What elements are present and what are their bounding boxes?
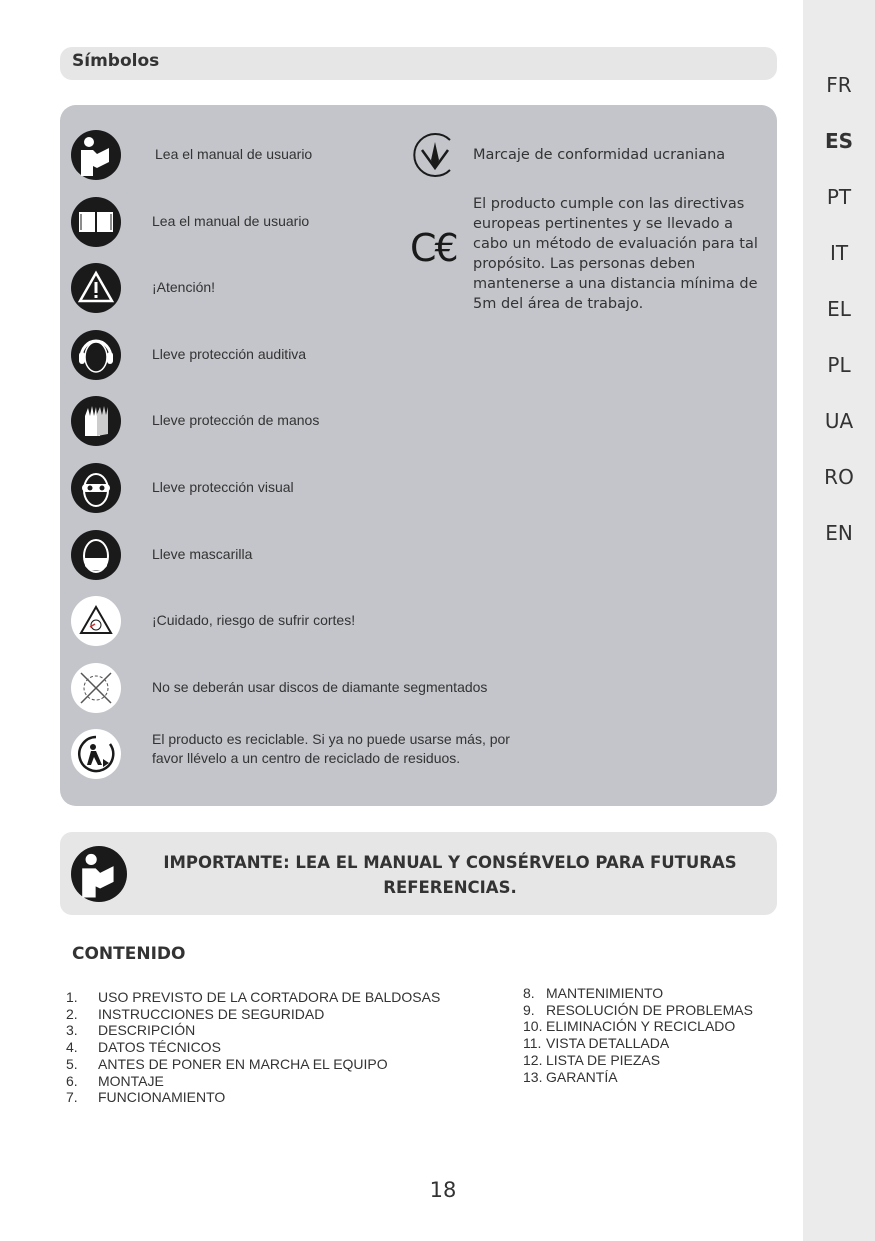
- symbols-title: Símbolos: [72, 51, 160, 71]
- page-number: 18: [429, 1178, 457, 1202]
- contents-item: [523, 985, 663, 1001]
- contents-item: [66, 1073, 164, 1089]
- contents-item: [66, 989, 440, 1005]
- open-book-icon: [71, 197, 121, 247]
- read-manual-person-icon: [71, 846, 127, 902]
- item-title: FUNCIONAMIENTO: [98, 1089, 226, 1106]
- symbol-description: Lleve protección visual: [152, 479, 294, 495]
- item-number: 5.: [66, 1055, 78, 1072]
- contents-item: [66, 1039, 221, 1055]
- symbol-description: El producto es reciclable. Si ya no puede usarse más, por favor llévelo a un centro de reciclado de residuos.: [152, 731, 510, 767]
- contents-item: [523, 1069, 618, 1085]
- language-tab-it[interactable]: IT: [829, 241, 849, 265]
- contents-item: [66, 1056, 388, 1072]
- item-number: 1.: [66, 989, 78, 1005]
- item-title: GARANTÍA: [546, 1068, 618, 1085]
- item-title: DATOS TÉCNICOS: [98, 1039, 221, 1056]
- item-title: MONTAJE: [98, 1072, 164, 1089]
- item-number: 8.: [523, 985, 535, 1001]
- symbol-description: ¡Atención!: [152, 279, 216, 296]
- symbols-header-bar: [60, 47, 777, 80]
- language-tab-ua[interactable]: UA: [824, 409, 854, 433]
- ear-protection-icon: [71, 330, 121, 380]
- item-title: ANTES DE PONER EN MARCHA EL EQUIPO: [98, 1055, 388, 1072]
- language-tab-fr[interactable]: FR: [826, 73, 852, 97]
- language-tab-es[interactable]: ES: [824, 129, 854, 153]
- important-notice: IMPORTANTE: LEA EL MANUAL Y CONSÉRVELO PARA FUTURAS REFERENCIAS.: [163, 853, 737, 897]
- eye-protection-icon: [71, 463, 121, 513]
- item-title: RESOLUCIÓN DE PROBLEMAS: [546, 1001, 753, 1018]
- ce-mark-icon: C€: [410, 226, 457, 270]
- item-number: 3.: [66, 1022, 78, 1039]
- cut-hazard-icon: [71, 596, 121, 646]
- symbol-description: El producto cumple con las directivas europeas pertinentes y se llevado a cabo un método de evaluación para tal propósito. Las personas deben mantenerse a una distancia mínima de 5m del área de trabajo.: [473, 196, 758, 312]
- language-tab-pt[interactable]: PT: [826, 185, 852, 209]
- symbol-description: ¡Cuidado, riesgo de sufrir cortes!: [152, 612, 356, 629]
- item-title: ELIMINACIÓN Y RECICLADO: [546, 1018, 736, 1035]
- no-segmented-disc-icon: [71, 663, 121, 713]
- contents-item: [523, 1035, 669, 1051]
- gloves-icon: [71, 396, 121, 446]
- read-manual-person-icon: [71, 130, 121, 180]
- recycle-icon: [71, 729, 121, 779]
- item-number: 2.: [66, 1005, 78, 1022]
- ukraine-conformity-mark-icon: [410, 130, 460, 180]
- item-number: 7.: [66, 1089, 78, 1106]
- contents-item: [523, 1052, 660, 1068]
- language-tab-en[interactable]: EN: [825, 521, 853, 545]
- contents-item: [66, 1006, 324, 1022]
- symbol-description: Lleve mascarilla: [152, 545, 253, 562]
- symbol-description: No se deberán usar discos de diamante segmentados: [152, 678, 488, 695]
- item-number: 4.: [66, 1039, 78, 1056]
- dust-mask-icon: [71, 530, 121, 580]
- item-number: 11.: [523, 1035, 542, 1052]
- warning-triangle-icon: [71, 263, 121, 313]
- contents-item: [66, 1089, 225, 1105]
- contents-title: CONTENIDO: [72, 944, 186, 964]
- language-tab-ro[interactable]: RO: [824, 465, 854, 489]
- symbol-description: Lleve protección de manos: [152, 412, 320, 429]
- item-number: 12.: [523, 1051, 543, 1068]
- contents-item: [66, 1022, 195, 1038]
- language-tab-pl[interactable]: PL: [827, 353, 851, 377]
- item-title: MANTENIMIENTO: [546, 985, 664, 1001]
- symbol-description: Lea el manual de usuario: [155, 146, 313, 162]
- item-title: LISTA DE PIEZAS: [546, 1051, 661, 1068]
- contents-item: [523, 1002, 753, 1018]
- item-number: 10.: [523, 1018, 543, 1035]
- item-title: USO PREVISTO DE LA CORTADORA DE BALDOSAS: [98, 989, 441, 1005]
- item-title: DESCRIPCIÓN: [98, 1022, 196, 1039]
- item-number: 13.: [523, 1068, 543, 1085]
- item-title: INSTRUCCIONES DE SEGURIDAD: [98, 1005, 325, 1022]
- language-tab-el[interactable]: EL: [827, 297, 851, 321]
- symbol-description: Lleve protección auditiva: [152, 345, 307, 362]
- item-number: 9.: [523, 1001, 535, 1018]
- contents-item: [523, 1018, 735, 1034]
- item-title: VISTA DETALLADA: [546, 1035, 670, 1052]
- symbol-description: Marcaje de conformidad ucraniana: [473, 147, 726, 163]
- item-number: 6.: [66, 1072, 78, 1089]
- symbol-description: Lea el manual de usuario: [152, 212, 310, 229]
